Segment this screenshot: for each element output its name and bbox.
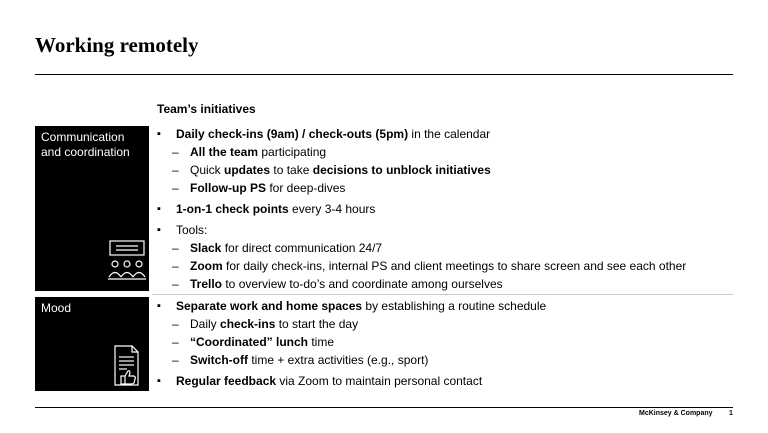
section-header: Team’s initiatives [157,102,256,116]
bullet-text: by establishing a routine schedule [362,299,547,313]
mood-bullet-list [157,297,546,390]
bullet-text: participating [258,145,327,159]
slide-title: Working remotely [35,33,199,57]
bullet-bold-text: Follow-up PS [190,181,266,195]
sub-bullet-item [157,239,686,257]
sub-bullet-item [157,161,686,179]
bullet-bold-text: decisions to unblock initiatives [312,163,491,177]
bullet-text: Tools: [176,223,208,237]
communication-label-line1: Communication [41,130,125,144]
sub-bullet-item [157,315,546,333]
bullet-text: via Zoom to maintain personal contact [276,374,483,388]
bullet-bold-text: 1-on-1 check points [176,202,289,216]
bullet-bold-text: updates [224,163,271,177]
bullet-item [157,297,546,315]
bullet-text: time [308,335,335,349]
communication-bullet-list [157,125,686,293]
bullet-bold-text: Separate work and home spaces [176,299,363,313]
bullet-item [157,372,546,390]
bullet-text: every 3-4 hours [288,202,376,216]
bullet-bold-text: “Coordinated” lunch [190,335,308,349]
sub-bullet-item [157,275,686,293]
bullet-text: for deep-dives [266,181,346,195]
bullet-text: to start the day [275,317,359,331]
bullet-bold-text: All the team [190,145,259,159]
bullet-bold-text: Switch-off [190,353,248,367]
page-number: 1 [729,410,733,417]
bullet-text: Daily [190,317,221,331]
bullet-bold-text: Slack [190,241,222,255]
bullet-text: to overview to-do’s and coordinate among ourselves [222,277,503,291]
section-separator [152,294,733,295]
title-divider [35,74,733,75]
bullet-text: to take [270,163,313,177]
sub-bullet-item [157,179,686,197]
sub-bullet-item [157,257,686,275]
bullet-bold-text: Zoom [190,259,223,273]
sub-bullet-item [157,351,546,369]
bullet-item [157,125,686,143]
communication-label-line2: and coordination [41,145,130,159]
footer-brand: McKinsey & Company [639,410,713,417]
bullet-bold-text: Daily check-ins (9am) / check-outs (5pm) [176,127,409,141]
bullet-bold-text: check-ins [220,317,276,331]
bullet-text: time + extra activities (e.g., sport) [248,353,429,367]
communication-label-box [35,126,149,291]
bullet-bold-text: Trello [190,277,223,291]
bullet-text: for daily check-ins, internal PS and client meetings to share screen and see each other [222,259,687,273]
footer-divider [35,407,733,408]
bullet-item [157,200,686,218]
bullet-text: in the calendar [408,127,491,141]
bullet-text: for direct communication 24/7 [221,241,383,255]
bullet-item [157,221,686,239]
bullet-text: Quick [190,163,225,177]
mood-label-box [35,297,149,391]
mood-label: Mood [41,301,72,315]
document-thumbs-up-icon [113,345,143,387]
sub-bullet-item [157,333,546,351]
bullet-bold-text: Regular feedback [176,374,277,388]
video-meeting-icon [107,239,147,281]
sub-bullet-item [157,143,686,161]
